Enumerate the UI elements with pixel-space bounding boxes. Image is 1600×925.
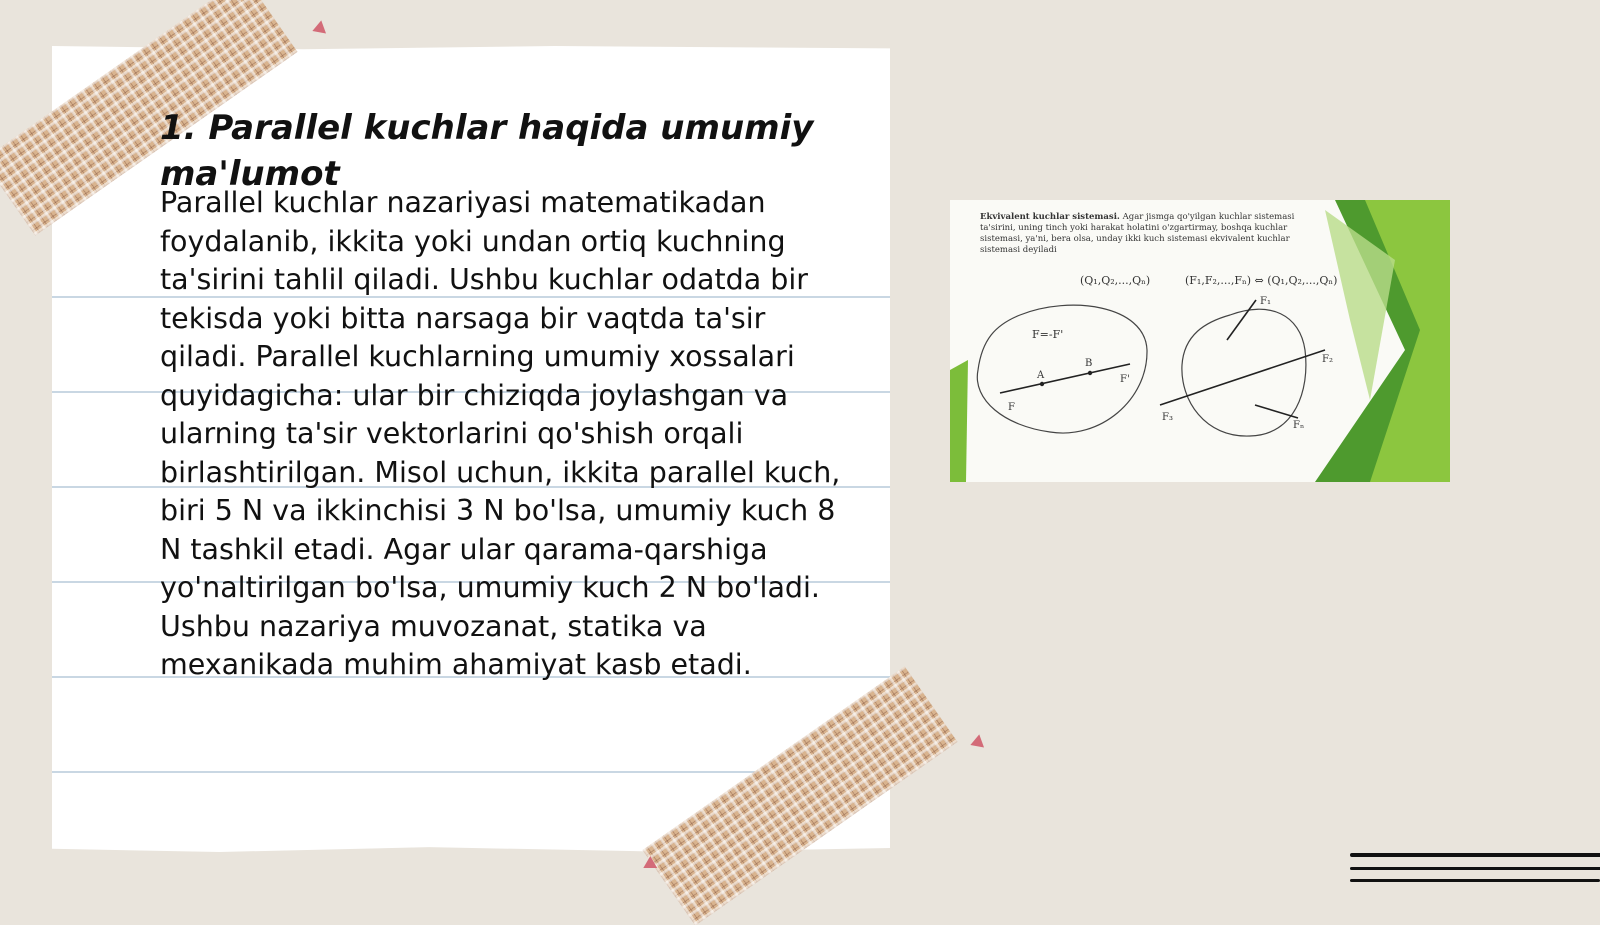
decorative-stripe — [1350, 867, 1600, 870]
slide-body-text: Parallel kuchlar nazariyasi matematikadan foydalanib, ikkita yoki undan ortiq kuchning ta'sirini tahlil qiladi. Ushbu kuchlar odatda bir tekisda yoki bitta narsaga bir vaqtda ta'sir qiladi. Parallel kuchlarning umumiy xossalari quyidagicha: ular bir chiziqda joylashgan va ularning ta'sir vektorlarini qo'shish orqali birlashtirilgan. Misol uchun, ikkita parallel kuch, biri 5 N va ikkinchisi 3 N bo'lsa, umumiy kuch 8 N tashkil etadi. Agar ular qarama-qarshiga yo'naltirilgan bo'lsa, umumiy kuch 2 N bo'ladi. Ushbu nazariya muvozanat, statika va mexanikada muhim ahamiyat kasb etadi. — [160, 186, 841, 681]
slide-heading: 1. Parallel kuchlar haqida umumiy ma'lumot — [160, 108, 814, 194]
label-b: B — [1085, 358, 1093, 369]
right-force-arrow-top — [1227, 300, 1256, 340]
label-f1: F₁ — [1260, 296, 1271, 307]
label-f3: F₃ — [1162, 412, 1173, 423]
point-b — [1088, 371, 1092, 375]
left-body-outline — [977, 305, 1147, 433]
equivalent-forces-figure — [950, 200, 1450, 482]
label-fn: Fₙ — [1293, 420, 1305, 431]
tape-corner-decoration — [968, 734, 984, 751]
right-force-arrow-bottom — [1255, 405, 1298, 418]
decorative-stripe — [1350, 853, 1600, 857]
formula-right: (F₁,F₂,...,Fₙ) ⇔ (Q₁,Q₂,...,Qₙ) — [1185, 274, 1338, 287]
decorative-stripe — [1350, 879, 1600, 882]
label-f2: F₂ — [1322, 354, 1333, 365]
label-f: F — [1008, 402, 1015, 413]
green-shape-left — [950, 360, 968, 482]
figure-caption-title: Ekvivalent kuchlar sistemasi. — [980, 212, 1120, 222]
figure-caption-text: Agar jismga qo'yilgan kuchlar sistemasi ta'sirini, uning tinch yoki harakat holatini o'zgartirmay, boshqa kuchlar sistemasi, ya'ni, bera olsa, unday ikki kuch sistemasi ekvivalent kuchlar sistemasi deyiladi — [980, 212, 1295, 255]
figure-caption — [980, 212, 1330, 256]
label-equal-force: F=-F' — [1032, 328, 1064, 341]
label-a: A — [1037, 370, 1045, 381]
formula-left: (Q₁,Q₂,...,Qₙ) — [1080, 274, 1151, 287]
label-f-prime: F' — [1120, 374, 1130, 385]
left-force-line — [1000, 364, 1130, 393]
right-body-outline — [1182, 309, 1306, 436]
tape-corner-decoration — [310, 20, 326, 37]
right-force-line — [1160, 350, 1325, 405]
point-a — [1040, 382, 1044, 386]
